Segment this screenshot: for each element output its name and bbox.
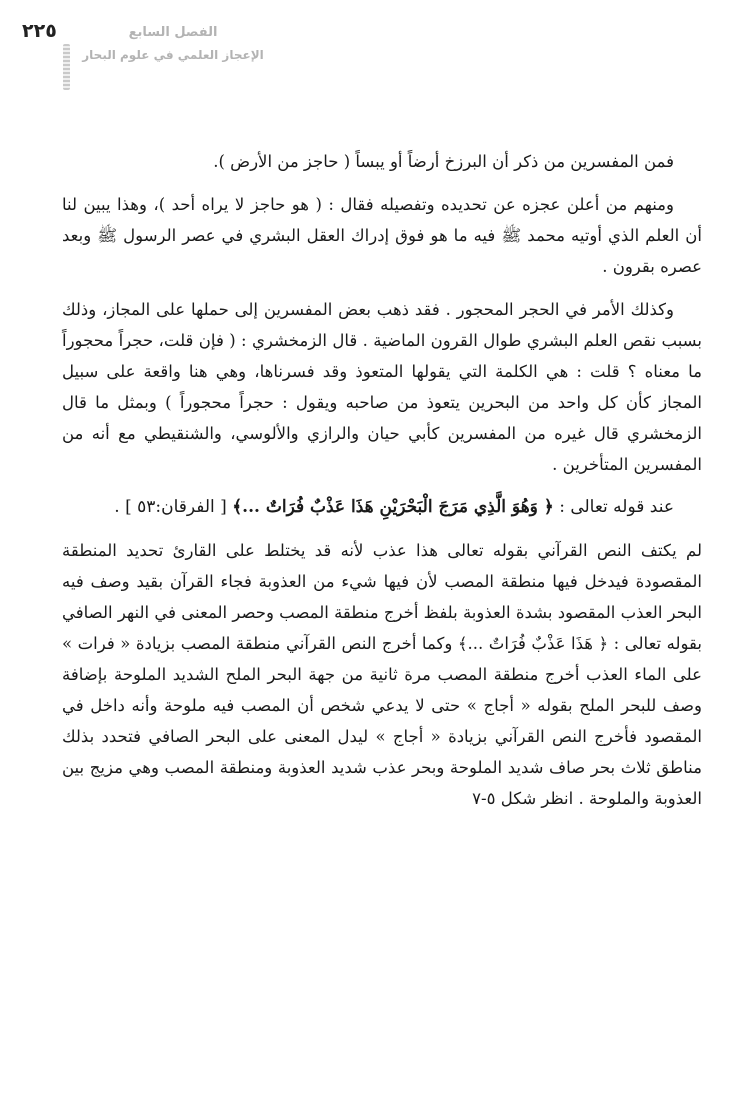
paragraph-4: لم يكتف النص القرآني بقوله تعالى هذا عذب لأنه قد يختلط على القارئ تحديد المنطقة المقصودة فيدخل فيها منطقة المصب لأن فيها شيء من العذوبة فجاء القرآن بقيد وصف فيه البحر العذب المقصود بشدة العذوبة بلفظ أخرج منطقة المصب وحصر المعنى في النهر الصافي بقوله تعالى : ﴿ هَذَا عَذْبٌ فُرَاتٌ ...﴾ وكما أخرج النص القرآني منطقة المصب بزيادة « فرات » على الماء العذب أخرج منطقة المصب مرة ثانية من جهة البحر الملح الشديد الملوحة بإضافة وصف للبحر الملح بقوله « أجاج » حتى لا يدعي شخص أن المصب فيه ملوحة وأنه داخل في المقصود فأخرج النص القرآني بزيادة « أجاج » ليدل المعنى على البحر الصافي فتحدد بذلك مناطق ثلاث بحر صاف شديد الملوحة وبحر عذب شديد العذوبة ومنطقة المصب وهي مزيج بين العذوبة والملوحة . انظر شكل ٥-٧ xyxy=(62,541,702,808)
paragraph-3: وكذلك الأمر في الحجر المحجور . فقد ذهب بعض المفسرين إلى حملها على المجاز، وذلك بسبب نقص العلم البشري طوال القرون الماضية . قال الزمخشري : ( فإن قلت، حجراً محجوراً ما معناه ؟ قلت : هي الكلمة التي يقولها المتعوذ وقد فسرناها، وهي هنا واقعة على سبيل المجاز كأن كل واحد من البحرين يتعوذ من صاحبه ويقول : حجراً محجوراً ) وبمثل ما قال الزمخشري قال غيره من المفسرين كأبي حيان والرازي والألوسي، والشنقيطي مع أنه من المفسرين المتأخرين . xyxy=(62,300,702,474)
verse-intro: عند قوله تعالى : xyxy=(559,497,674,517)
page-body xyxy=(62,146,702,814)
book-title: الإعجاز العلمي في علوم البحار xyxy=(82,48,264,62)
paragraph-2: ومنهم من أعلن عجزه عن تحديده وتفصيله فقال : ( هو حاجز لا يراه أحد )، وهذا يبين لنا أن العلم الذي أوتيه محمد ﷺ فيه ما هو فوق إدراك العقل البشري في عصر الرسول ﷺ وبعد عصره بقرون . xyxy=(62,195,702,276)
header-ornament xyxy=(63,44,70,90)
verse-line xyxy=(62,492,702,523)
verse-reference: [ الفرقان:٥٣ ] . xyxy=(114,497,227,517)
paragraph-1: فمن المفسرين من ذكر أن البرزخ أرضاً أو يبساً ( حاجز من الأرض ). xyxy=(213,152,674,171)
page-number: ٢٢٥ xyxy=(22,20,57,42)
quran-verse: ﴿ وَهُوَ الَّذِي مَرَجَ الْبَحْرَيْنِ هَذَا عَذْبٌ فُرَاتٌ ...﴾ xyxy=(232,497,554,517)
running-header xyxy=(80,22,266,66)
chapter-title: الفصل السابع xyxy=(128,25,218,40)
